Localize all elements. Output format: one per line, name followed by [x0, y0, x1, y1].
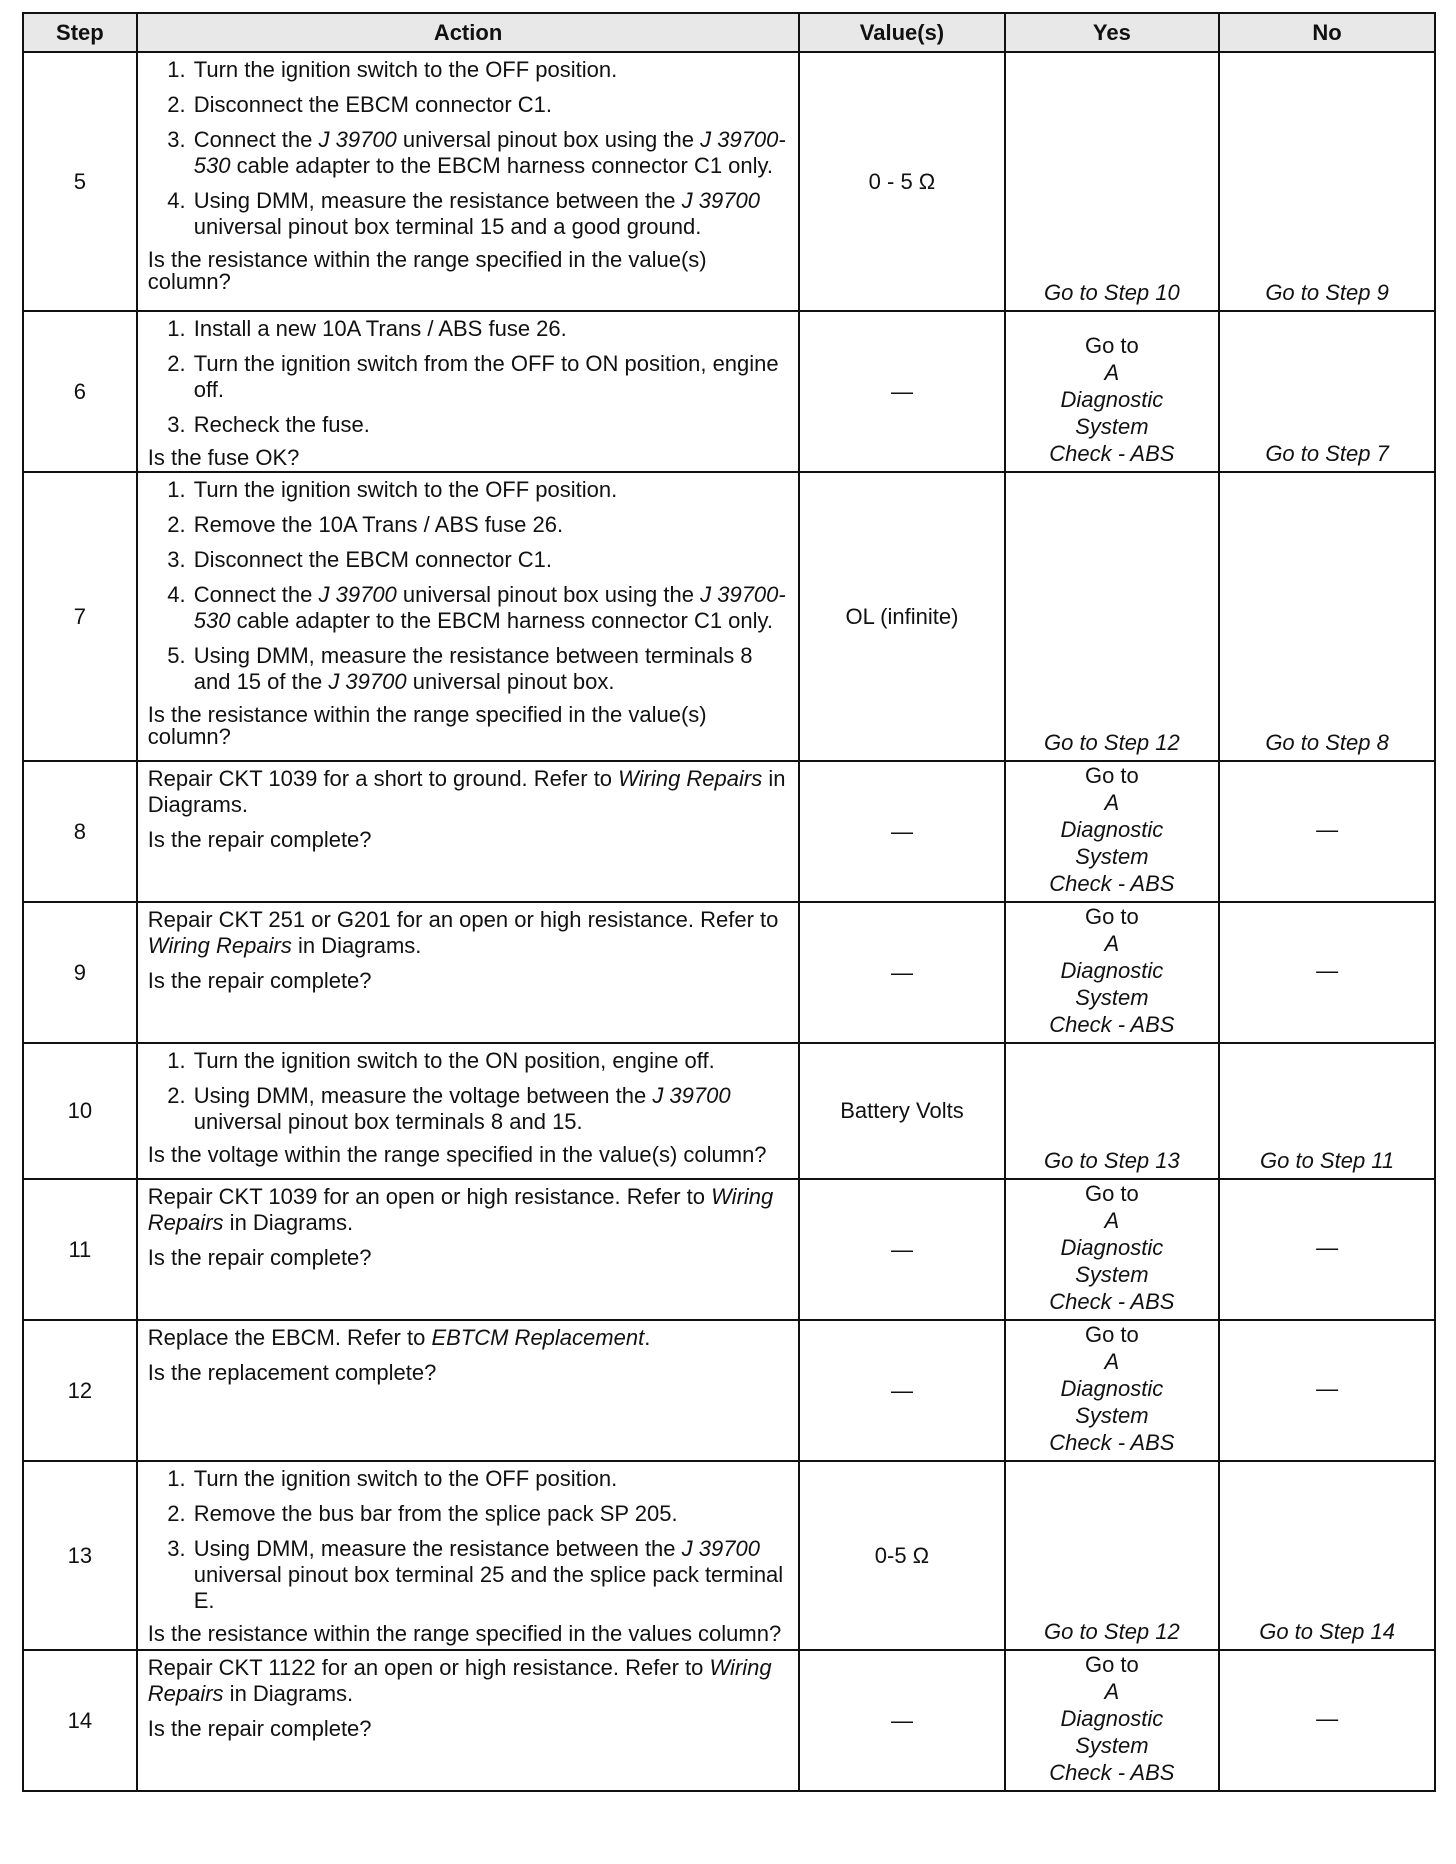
italic-reference: J 39700 — [318, 582, 397, 607]
goto-diagnostic: Diagnostic — [1060, 387, 1164, 412]
no-cell: Go to Step 14 — [1219, 1461, 1435, 1650]
italic-reference: J 39700-530 — [193, 127, 786, 178]
header-action: Action — [137, 13, 800, 52]
action-step — [192, 1501, 789, 1527]
yes-cell: Go to Step 12 — [1005, 472, 1220, 761]
value-cell: — — [799, 311, 1004, 472]
goto-prefix: Go to — [1084, 1181, 1139, 1206]
goto-system: System — [1075, 1403, 1149, 1428]
table-row — [23, 52, 1435, 311]
goto-a: A — [1104, 1349, 1120, 1374]
action-step — [192, 547, 789, 573]
value-cell: — — [799, 1320, 1004, 1461]
table-row — [23, 311, 1435, 472]
action-step — [192, 1048, 789, 1074]
action-steps — [148, 1466, 789, 1614]
header-no: No — [1219, 13, 1435, 52]
goto-prefix: Go to — [1084, 1652, 1139, 1677]
text: universal pinout box using the — [396, 127, 701, 152]
step-number: 8 — [23, 761, 137, 902]
table-row — [23, 761, 1435, 902]
no-cell: Go to Step 11 — [1219, 1043, 1435, 1179]
table-row — [23, 1043, 1435, 1179]
step-number: 11 — [23, 1179, 137, 1320]
table-row — [23, 1650, 1435, 1791]
action-step — [192, 582, 789, 634]
text: Repair CKT 251 or G201 for an open or high resistance. Refer to — [147, 907, 779, 932]
goto-check-abs: Check - ABS — [1049, 441, 1175, 466]
action-question: Is the replacement complete? — [147, 1360, 437, 1385]
text: universal pinout box terminal 25 and the splice pack terminal E. — [193, 1562, 784, 1613]
action-steps — [148, 477, 789, 695]
action-question: Is the resistance within the range specified in the values column? — [147, 1621, 782, 1646]
text: universal pinout box terminals 8 and 15. — [193, 1109, 583, 1134]
action-cell — [137, 1650, 800, 1791]
text: Connect the — [193, 582, 319, 607]
text: in Diagrams. — [223, 1681, 354, 1706]
goto-line — [1006, 1180, 1219, 1234]
action-step — [192, 1536, 789, 1614]
goto-system: System — [1075, 844, 1149, 869]
action-question: Is the repair complete? — [147, 827, 372, 852]
text: cable adapter to the EBCM harness connector C1 only. — [230, 153, 774, 178]
goto-diagnostic: Diagnostic — [1060, 1706, 1164, 1731]
value-cell: OL (infinite) — [799, 472, 1004, 761]
text: Turn the ignition switch to the OFF position. — [193, 477, 618, 502]
action-step — [192, 316, 789, 342]
header-row — [23, 13, 1435, 52]
action-step — [192, 412, 789, 438]
goto-diagnostic-system-check — [1006, 903, 1219, 1038]
goto-line — [1006, 332, 1219, 386]
goto-a: A — [1104, 790, 1120, 815]
action-step — [192, 643, 789, 695]
step-number: 7 — [23, 472, 137, 761]
no-cell: — — [1219, 1320, 1435, 1461]
goto-diagnostic-system-check — [1006, 1651, 1219, 1786]
text: Repair CKT 1122 for an open or high resistance. Refer to — [147, 1655, 710, 1680]
italic-reference: J 39700 — [318, 127, 397, 152]
text: universal pinout box. — [406, 669, 615, 694]
step-number: 6 — [23, 311, 137, 472]
text: Turn the ignition switch from the OFF to ON position, engine off. — [193, 351, 779, 402]
action-step — [192, 1466, 789, 1492]
action-question: Is the resistance within the range specified in the value(s) column? — [147, 247, 707, 294]
action-cell — [137, 902, 800, 1043]
yes-cell: Go to Step 12 — [1005, 1461, 1220, 1650]
goto-diagnostic-system-check — [1006, 332, 1219, 467]
goto-check-abs: Check - ABS — [1049, 1760, 1175, 1785]
goto-check-abs: Check - ABS — [1049, 1289, 1175, 1314]
goto-line — [1006, 1651, 1219, 1705]
text: Install a new 10A Trans / ABS fuse 26. — [193, 316, 567, 341]
text: in Diagrams. — [147, 766, 786, 817]
value-cell: — — [799, 902, 1004, 1043]
step-number: 14 — [23, 1650, 137, 1791]
yes-cell: Go to Step 10 — [1005, 52, 1220, 311]
action-step — [192, 92, 789, 118]
action-step — [192, 477, 789, 503]
value-cell: Battery Volts — [799, 1043, 1004, 1179]
no-cell: — — [1219, 1179, 1435, 1320]
action-text — [148, 1325, 789, 1351]
action-cell — [137, 472, 800, 761]
no-cell: — — [1219, 1650, 1435, 1791]
italic-reference: J 39700-530 — [193, 582, 786, 633]
text: Disconnect the EBCM connector C1. — [193, 547, 553, 572]
text: Repair CKT 1039 for an open or high resistance. Refer to — [147, 1184, 712, 1209]
diagnostic-table-page — [22, 12, 1436, 1792]
text: Recheck the fuse. — [193, 412, 370, 437]
italic-reference: EBTCM Replacement — [431, 1325, 645, 1350]
action-step — [192, 57, 789, 83]
value-cell: 0-5 Ω — [799, 1461, 1004, 1650]
action-question: Is the resistance within the range specified in the value(s) column? — [147, 702, 707, 749]
table-row — [23, 472, 1435, 761]
yes-cell — [1005, 1650, 1220, 1791]
step-number: 13 — [23, 1461, 137, 1650]
goto-a: A — [1104, 360, 1120, 385]
text: universal pinout box terminal 15 and a good ground. — [193, 214, 702, 239]
goto-check-abs: Check - ABS — [1049, 871, 1175, 896]
italic-reference: Wiring Repairs — [147, 1655, 772, 1706]
step-number: 9 — [23, 902, 137, 1043]
goto-diagnostic: Diagnostic — [1060, 1376, 1164, 1401]
text: Turn the ignition switch to the OFF position. — [193, 1466, 618, 1491]
text: universal pinout box using the — [396, 582, 701, 607]
yes-cell — [1005, 902, 1220, 1043]
italic-reference: J 39700 — [681, 188, 760, 213]
italic-reference: Wiring Repairs — [147, 933, 292, 958]
header-step: Step — [23, 13, 137, 52]
goto-a: A — [1104, 1679, 1120, 1704]
value-cell: — — [799, 1650, 1004, 1791]
text: Disconnect the EBCM connector C1. — [193, 92, 553, 117]
yes-cell — [1005, 1320, 1220, 1461]
action-question: Is the repair complete? — [147, 1716, 372, 1741]
goto-diagnostic-system-check — [1006, 762, 1219, 897]
goto-diagnostic-system-check — [1006, 1180, 1219, 1315]
text: Replace the EBCM. Refer to — [147, 1325, 432, 1350]
goto-prefix: Go to — [1084, 904, 1139, 929]
goto-diagnostic: Diagnostic — [1060, 817, 1164, 842]
action-cell — [137, 1043, 800, 1179]
action-step — [192, 1083, 789, 1135]
no-cell: Go to Step 7 — [1219, 311, 1435, 472]
action-question: Is the repair complete? — [147, 1245, 372, 1270]
action-cell — [137, 1179, 800, 1320]
text: in Diagrams. — [291, 933, 422, 958]
no-cell: — — [1219, 902, 1435, 1043]
goto-diagnostic: Diagnostic — [1060, 958, 1164, 983]
text: Turn the ignition switch to the ON position, engine off. — [193, 1048, 715, 1073]
text: cable adapter to the EBCM harness connector C1 only. — [230, 608, 774, 633]
no-cell: Go to Step 9 — [1219, 52, 1435, 311]
goto-line — [1006, 762, 1219, 816]
text: Using DMM, measure the resistance between terminals 8 and 15 of the — [193, 643, 753, 694]
text: Using DMM, measure the resistance between the — [193, 188, 682, 213]
action-text — [148, 907, 789, 959]
no-cell: Go to Step 8 — [1219, 472, 1435, 761]
text: Remove the 10A Trans / ABS fuse 26. — [193, 512, 564, 537]
action-steps — [148, 57, 789, 240]
goto-system: System — [1075, 1262, 1149, 1287]
italic-reference: J 39700 — [652, 1083, 731, 1108]
yes-cell — [1005, 761, 1220, 902]
goto-prefix: Go to — [1084, 1322, 1139, 1347]
value-cell: — — [799, 761, 1004, 902]
table-row — [23, 1179, 1435, 1320]
goto-line — [1006, 903, 1219, 957]
goto-diagnostic: Diagnostic — [1060, 1235, 1164, 1260]
goto-check-abs: Check - ABS — [1049, 1430, 1175, 1455]
action-cell — [137, 1461, 800, 1650]
text: Using DMM, measure the voltage between the — [193, 1083, 653, 1108]
goto-a: A — [1104, 1208, 1120, 1233]
action-question: Is the repair complete? — [147, 968, 372, 993]
action-cell — [137, 52, 800, 311]
action-step — [192, 188, 789, 240]
header-yes: Yes — [1005, 13, 1220, 52]
text: Turn the ignition switch to the OFF position. — [193, 57, 618, 82]
goto-prefix: Go to — [1084, 333, 1139, 358]
text: in Diagrams. — [223, 1210, 354, 1235]
action-step — [192, 351, 789, 403]
action-cell — [137, 311, 800, 472]
italic-reference: Wiring Repairs — [147, 1184, 774, 1235]
action-steps — [148, 1048, 789, 1135]
goto-prefix: Go to — [1084, 763, 1139, 788]
action-question: Is the fuse OK? — [147, 445, 300, 470]
action-question: Is the voltage within the range specified in the value(s) column? — [147, 1142, 767, 1167]
text: Remove the bus bar from the splice pack SP 205. — [193, 1501, 678, 1526]
goto-system: System — [1075, 1733, 1149, 1758]
action-step — [192, 127, 789, 179]
goto-system: System — [1075, 985, 1149, 1010]
no-cell: — — [1219, 761, 1435, 902]
diagnostic-table — [22, 12, 1436, 1792]
step-number: 10 — [23, 1043, 137, 1179]
text: Using DMM, measure the resistance between the — [193, 1536, 682, 1561]
goto-line — [1006, 1321, 1219, 1375]
goto-diagnostic-system-check — [1006, 1321, 1219, 1456]
yes-cell — [1005, 1179, 1220, 1320]
text: Repair CKT 1039 for a short to ground. Refer to — [147, 766, 619, 791]
step-number: 12 — [23, 1320, 137, 1461]
table-row — [23, 902, 1435, 1043]
action-cell — [137, 761, 800, 902]
table-row — [23, 1461, 1435, 1650]
action-step — [192, 512, 789, 538]
action-text — [148, 1655, 789, 1707]
action-text — [148, 1184, 789, 1236]
value-cell: 0 - 5 Ω — [799, 52, 1004, 311]
goto-a: A — [1104, 931, 1120, 956]
italic-reference: J 39700 — [681, 1536, 760, 1561]
table-row — [23, 1320, 1435, 1461]
goto-system: System — [1075, 414, 1149, 439]
step-number: 5 — [23, 52, 137, 311]
header-values: Value(s) — [799, 13, 1004, 52]
italic-reference: J 39700 — [328, 669, 407, 694]
yes-cell: Go to Step 13 — [1005, 1043, 1220, 1179]
italic-reference: Wiring Repairs — [618, 766, 763, 791]
text: Connect the — [193, 127, 319, 152]
action-cell — [137, 1320, 800, 1461]
action-steps — [148, 316, 789, 438]
text: . — [644, 1325, 651, 1350]
yes-cell — [1005, 311, 1220, 472]
goto-check-abs: Check - ABS — [1049, 1012, 1175, 1037]
value-cell: — — [799, 1179, 1004, 1320]
action-text — [148, 766, 789, 818]
